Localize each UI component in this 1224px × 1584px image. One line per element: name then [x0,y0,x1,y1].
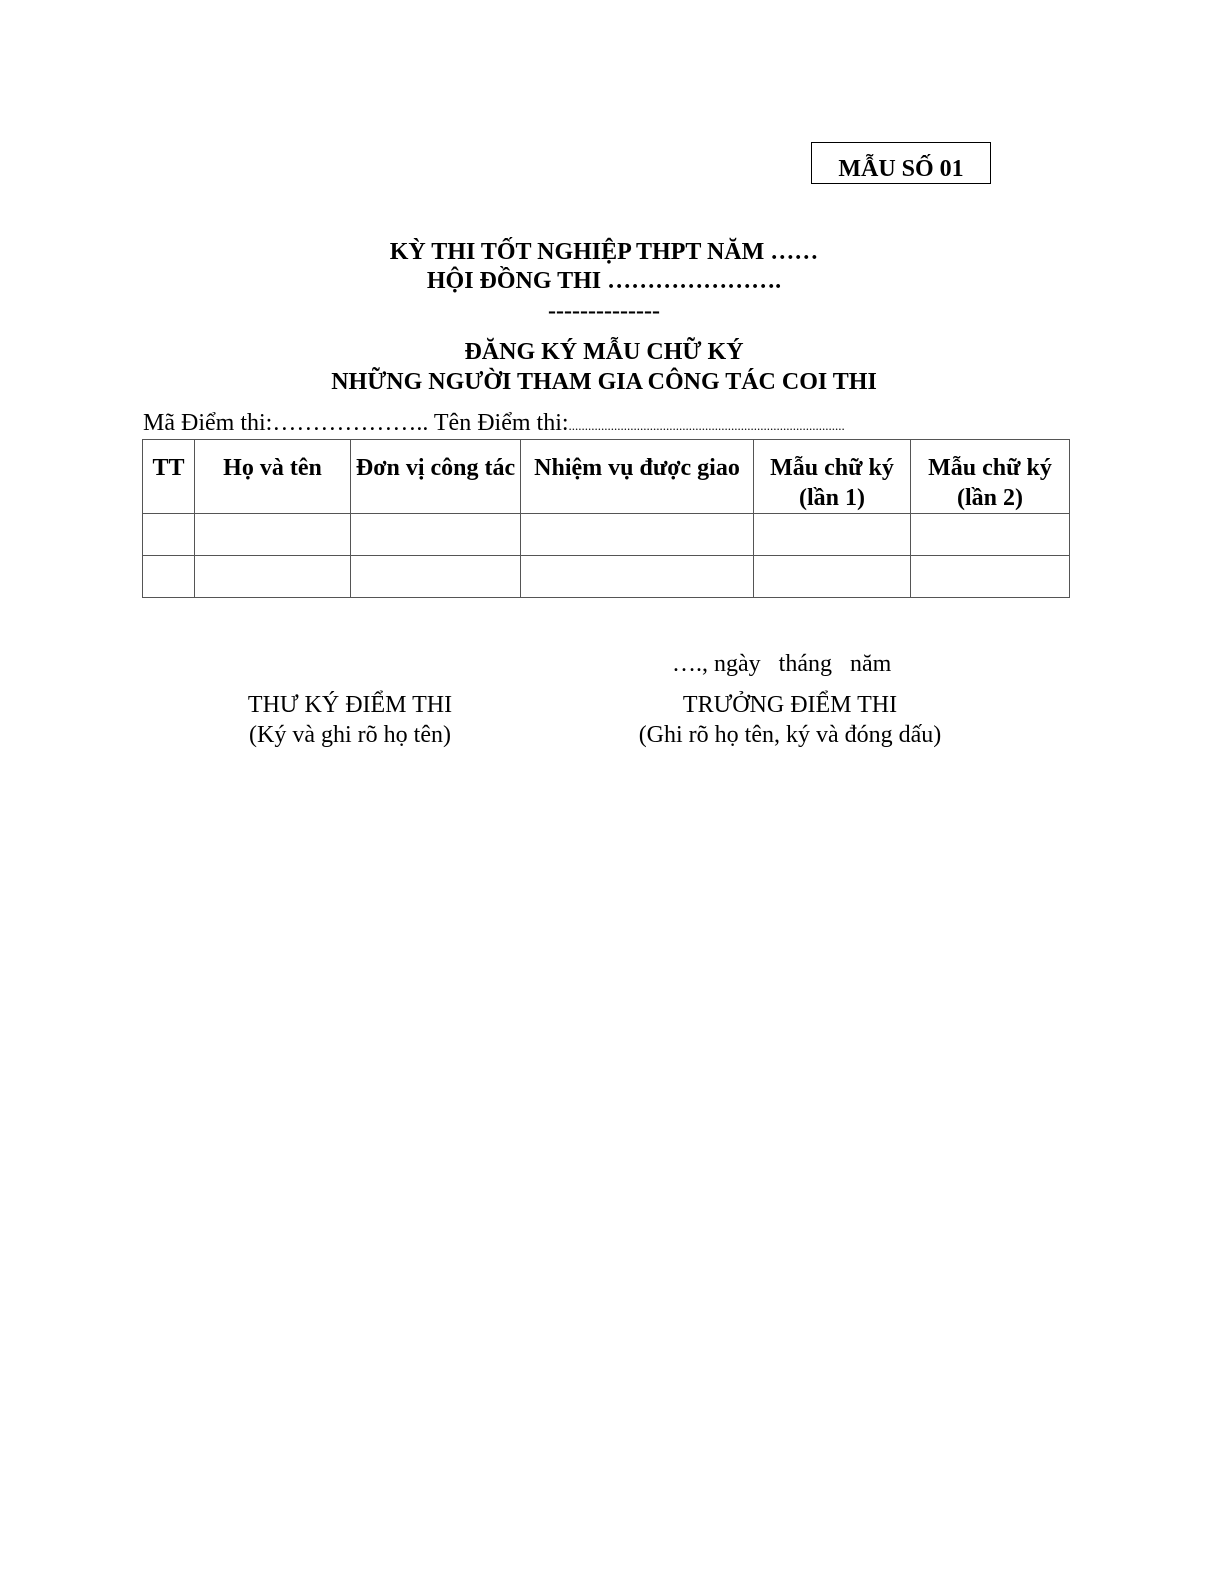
column-header-tt: TT [143,440,195,514]
column-header-assigned-task: Nhiệm vụ được giao [521,440,754,514]
table-cell [754,514,911,556]
table-cell [521,556,754,598]
secretary-title: THƯ KÝ ĐIỂM THI [247,692,453,718]
table-cell [521,514,754,556]
secretary-note: (Ký và ghi rõ họ tên) [249,722,451,748]
form-code-box: MẪU SỐ 01 [811,142,991,184]
table-cell [754,556,911,598]
column-header-full-name: Họ và tên [195,440,351,514]
table-header-row [143,440,1070,514]
table-cell [911,556,1070,598]
header-divider: -------------- [548,298,660,324]
column-header-signature-2: Mẫu chữ ký (lần 2) [911,440,1070,514]
column-header-signature-1: Mẫu chữ ký (lần 1) [754,440,911,514]
table-row [143,514,1070,556]
site-head-title: TRƯỞNG ĐIỂM THI [682,692,898,718]
table-cell [351,514,521,556]
document-title: ĐĂNG KÝ MẪU CHỮ KÝ [464,339,744,365]
table-cell [143,514,195,556]
document-subtitle: NHỮNG NGƯỜI THAM GIA CÔNG TÁC COI THI [331,369,877,395]
exam-council: HỘI ĐỒNG THI …………………. [426,268,782,294]
table-cell [351,556,521,598]
exam-site-code-label: Mã Điểm thi:……………….. [143,410,429,436]
table-cell [195,556,351,598]
table-cell [195,514,351,556]
date-line: …., ngày tháng năm [672,651,892,677]
table-cell [911,514,1070,556]
exam-site-name-blank: ..................................................................................... [568,418,845,433]
exam-title: KỲ THI TỐT NGHIỆP THPT NĂM …… [389,239,819,265]
table-row [143,556,1070,598]
site-head-note: (Ghi rõ họ tên, ký và đóng dấu) [638,722,942,748]
column-header-work-unit: Đơn vị công tác [351,440,521,514]
exam-site-info [143,410,845,437]
signature-registration-table [142,439,1070,598]
table-cell [143,556,195,598]
exam-site-name-label: Tên Điểm thi: [428,410,569,436]
